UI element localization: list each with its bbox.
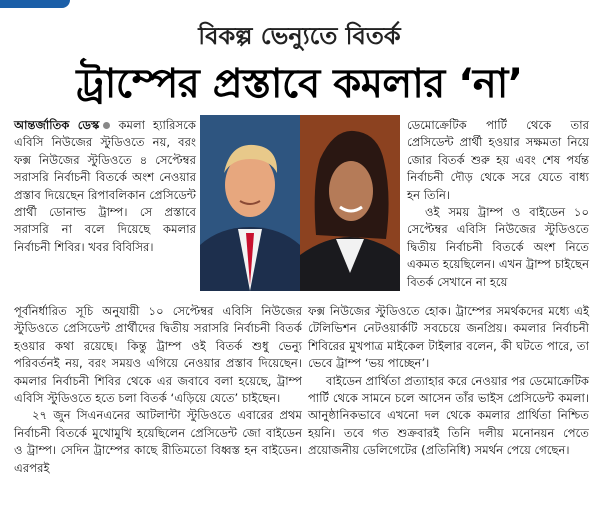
- bottom-left-paragraph-2: ২৭ জুন সিএনএনের আটলান্টা স্টুডিওতে এবারের প্রথম নির্বাচনী বিতর্কে মুখোমুখি হয়েছিলেন প্রেসিডেন্ট জো বাইডেন ও ট্রাম্প। সেদিন ট্রাম্পের কাছে রীতিমতো বিধ্বস্ত হন বাইডেন। এরপরই: [14, 408, 302, 475]
- headline: ট্রাম্পের প্রস্তাবে কমলার ‘না’: [76, 61, 523, 107]
- bottom-right-paragraph-1: ফক্স নিউজের স্টুডিওতে হোক। ট্রাম্পের সমর্থকদের মধ্যে এই টেলিভিশন নেটওয়ার্কটি সবচেয়ে জনপ্রিয়। কমলার নির্বাচনী শিবিরের মুখপাত্র মাইকেল টাইলার বলেন, কী ঘটতে পারে, তা ভেবে ট্রাম্প ‘ভয় পাচ্ছেন’।: [308, 304, 589, 371]
- right-column: [407, 117, 589, 291]
- bottom-right-column: [308, 303, 589, 460]
- harris-photo: [300, 115, 400, 291]
- trump-photo: [200, 115, 300, 291]
- bottom-right-paragraph-2: বাইডেন প্রার্থিতা প্রত্যাহার করে নেওয়ার পর ডেমোক্রেটিক পার্টি থেকে সামনে চলে আসেন তাঁর ভাইস প্রেসিডেন্ট কমলা। আনুষ্ঠানিকভাবে এখনো দল থেকে কমলার প্রার্থিতা নিশ্চিত হয়নি। তবে গত শুক্রবারই তিনি দলীয় মনোনয়ন পেতে প্রয়োজনীয় ডেলিগেটের (প্রতিনিধি) সমর্থন পেয়ে গেছেন।: [308, 373, 589, 458]
- corner-accent: [0, 0, 70, 8]
- bottom-left-column: [14, 303, 302, 477]
- desk-label: আন্তর্জাতিক ডেস্ক: [14, 118, 100, 132]
- right-paragraph-1: ডেমোক্রেটিক পার্টি থেকে তার প্রেসিডেন্ট প্রার্থী হওয়ার সক্ষমতা নিয়ে জোর বিতর্ক শুরু হয় এবং শেষ পর্যন্ত নির্বাচনী দৌড় থেকে সরে যেতে বাধ্য হন তিনি।: [407, 118, 589, 202]
- bullet-icon: [103, 122, 110, 129]
- intro-text: কমলা হ্যারিসকে এবিসি নিউজের স্টুডিওতে নয়, বরং ফক্স নিউজের স্টুডিওতে ৪ সেপ্টেম্বর সরাসরি নির্বাচনী বিতর্কে অংশ নেওয়ার প্রস্তাব দিয়েছেন রিপাবলিকান প্রেসিডেন্ট প্রার্থী ডোনাল্ড ট্রাম্প। সে প্রস্তাবে সরাসরি না বলে দিয়েছে কমলার নির্বাচনী শিবির। খবর বিবিসির।: [14, 118, 196, 254]
- kicker: বিকল্প ভেন্যুতে বিতর্ক: [198, 22, 401, 50]
- left-column: [14, 117, 196, 256]
- right-paragraph-2: ওই সময় ট্রাম্প ও বাইডেন ১০ সেপ্টেম্বর এবিসি নিউজের স্টুডিওতে দ্বিতীয় নির্বাচনী বিতর্কে অংশ নিতে একমত হয়েছিলেন। এখন ট্রাম্প চাইছেন বিতর্ক সেখানে না হয়ে: [407, 205, 589, 289]
- intro-paragraph: [14, 117, 196, 256]
- bottom-left-paragraph-1: পূর্বনির্ধারিত সূচি অনুযায়ী ১০ সেপ্টেম্বর এবিসি নিউজের স্টুডিওতে প্রেসিডেন্ট প্রার্থীদের দ্বিতীয় সরাসরি নির্বাচনী বিতর্ক হওয়ার কথা রয়েছে। কিন্তু ট্রাম্প ওই বিতর্ক শুধু ভেন্যু পরিবর্তনই নয়, বরং সময়ও এগিয়ে নেওয়ার প্রস্তাব দিয়েছেন। কমলার নির্বাচনী শিবির থেকে এর জবাবে বলা হয়েছে, ট্রাম্প এবিসি স্টুডিওতে হতে চলা বিতর্ক ‘এড়িয়ে যেতে’ চাইছেন।: [14, 304, 302, 406]
